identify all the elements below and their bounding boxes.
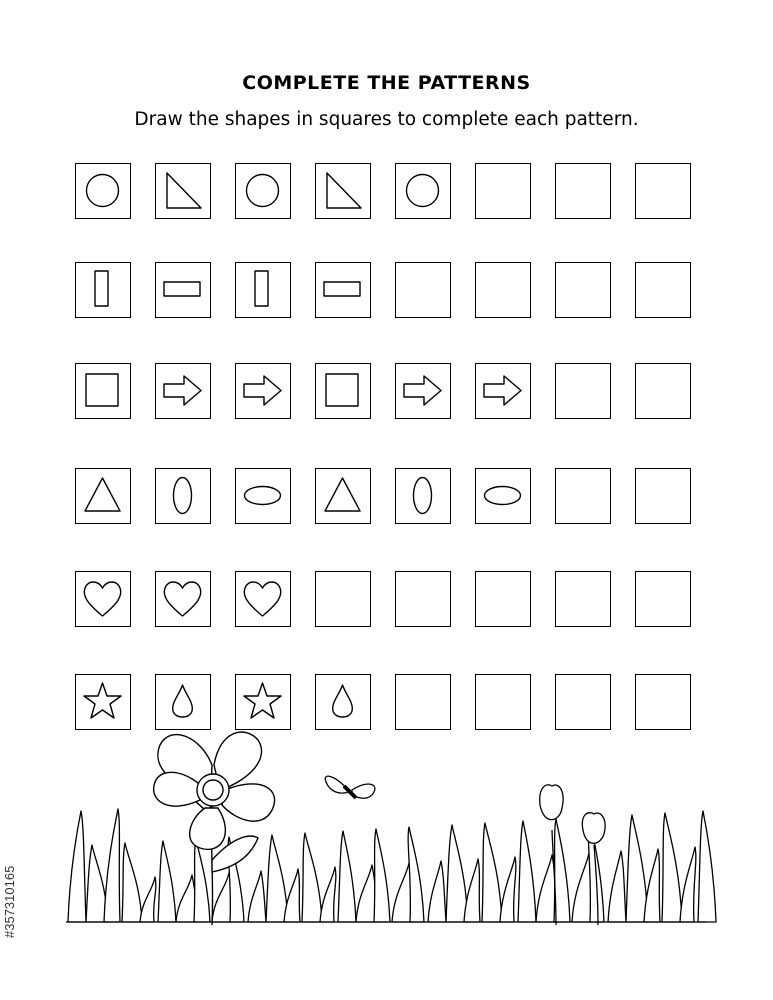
grass-blade: [608, 851, 626, 922]
tulip-illustration: [540, 785, 605, 925]
oval-horizontal-icon: [476, 469, 529, 522]
arrow-right-icon: [476, 364, 529, 417]
rect-horizontal-icon: [316, 263, 369, 316]
arrow-right-icon: [156, 364, 209, 417]
pattern-square: [475, 468, 531, 524]
grass-blade: [518, 821, 536, 922]
empty-answer-square[interactable]: [635, 262, 691, 318]
grass-blades: [66, 809, 716, 922]
grass-blade: [626, 815, 648, 922]
instruction-text: Draw the shapes in squares to complete each pattern.: [134, 109, 639, 130]
grass-blade: [212, 873, 232, 922]
grass-blade: [482, 823, 502, 922]
pattern-square: [235, 262, 291, 318]
pattern-square: [75, 674, 131, 730]
grass-blade: [464, 859, 480, 922]
pattern-square: [155, 163, 211, 219]
butterfly-icon: [325, 776, 375, 798]
grass-blade: [194, 839, 210, 922]
circle-icon: [236, 164, 289, 217]
empty-answer-square[interactable]: [635, 163, 691, 219]
pattern-square: [315, 262, 371, 318]
rect-horizontal-icon: [156, 263, 209, 316]
triangle-icon: [316, 469, 369, 522]
arrow-right-icon: [396, 364, 449, 417]
grass-blade: [266, 835, 288, 922]
empty-answer-square[interactable]: [475, 262, 531, 318]
drop-icon: [156, 675, 209, 728]
star-icon: [236, 675, 289, 728]
grass-blade: [104, 809, 120, 922]
empty-answer-square[interactable]: [635, 674, 691, 730]
empty-answer-square[interactable]: [555, 468, 611, 524]
grass-blade: [428, 861, 446, 922]
grass-blade: [500, 857, 516, 922]
flower-illustration: [154, 732, 275, 925]
grass-blade: [356, 865, 378, 922]
pattern-square: [235, 468, 291, 524]
pattern-square: [155, 468, 211, 524]
pattern-square: [235, 163, 291, 219]
circle-icon: [76, 164, 129, 217]
star-icon: [76, 675, 129, 728]
pattern-square: [315, 163, 371, 219]
grass-blade: [86, 845, 108, 922]
square-icon: [76, 364, 129, 417]
grass-blade: [588, 817, 604, 922]
empty-answer-square[interactable]: [475, 571, 531, 627]
oval-vertical-icon: [156, 469, 209, 522]
pattern-square: [75, 163, 131, 219]
pattern-square: [75, 468, 131, 524]
grass-blade: [284, 869, 300, 922]
empty-answer-square[interactable]: [555, 262, 611, 318]
pattern-square: [395, 363, 451, 419]
grass-blade: [572, 853, 592, 922]
empty-answer-square[interactable]: [315, 571, 371, 627]
square-icon: [316, 364, 369, 417]
empty-answer-square[interactable]: [395, 674, 451, 730]
empty-answer-square[interactable]: [635, 571, 691, 627]
grass-blade: [320, 867, 336, 922]
grass-blade: [554, 819, 570, 922]
grass-blade: [644, 849, 660, 922]
empty-answer-square[interactable]: [555, 163, 611, 219]
grass-blade: [408, 827, 424, 922]
pattern-square: [235, 363, 291, 419]
empty-answer-square[interactable]: [555, 571, 611, 627]
stock-image-id: #357310165: [2, 865, 17, 938]
pattern-square: [395, 468, 451, 524]
grass-blade: [122, 843, 142, 922]
rect-vertical-icon: [236, 263, 289, 316]
grass-blade: [662, 813, 682, 922]
arrow-right-icon: [236, 364, 289, 417]
pattern-square: [155, 262, 211, 318]
pattern-square: [395, 163, 451, 219]
pattern-square: [235, 571, 291, 627]
grass-blade: [228, 837, 244, 922]
pattern-square: [155, 363, 211, 419]
oval-horizontal-icon: [236, 469, 289, 522]
pattern-square: [315, 363, 371, 419]
grass-blade: [338, 831, 356, 922]
empty-answer-square[interactable]: [475, 674, 531, 730]
right-triangle-icon: [316, 164, 369, 217]
oval-vertical-icon: [396, 469, 449, 522]
drop-icon: [316, 675, 369, 728]
grass-blade: [680, 847, 696, 922]
empty-answer-square[interactable]: [475, 163, 531, 219]
grass-blade: [302, 833, 322, 922]
grass-blade: [446, 825, 468, 922]
page-title: COMPLETE THE PATTERNS: [242, 72, 531, 94]
empty-answer-square[interactable]: [395, 262, 451, 318]
circle-icon: [396, 164, 449, 217]
empty-answer-square[interactable]: [555, 674, 611, 730]
pattern-square: [75, 363, 131, 419]
pattern-square: [75, 262, 131, 318]
grass-blade: [176, 875, 198, 922]
pattern-square: [315, 468, 371, 524]
pattern-square: [155, 674, 211, 730]
grass-blade: [158, 841, 176, 922]
heart-icon: [76, 572, 129, 625]
heart-icon: [236, 572, 289, 625]
empty-answer-square[interactable]: [555, 363, 611, 419]
grass-blade: [68, 811, 86, 922]
grass-blade: [248, 871, 266, 922]
grass-blade: [392, 863, 412, 922]
rect-vertical-icon: [76, 263, 129, 316]
pattern-square: [155, 571, 211, 627]
pattern-square: [235, 674, 291, 730]
empty-answer-square[interactable]: [635, 363, 691, 419]
pattern-square: [315, 674, 371, 730]
pattern-square: [475, 363, 531, 419]
grass-blade: [698, 811, 716, 922]
grass-blade: [536, 855, 558, 922]
right-triangle-icon: [156, 164, 209, 217]
triangle-icon: [76, 469, 129, 522]
grass-blade: [374, 829, 390, 922]
pattern-square: [75, 571, 131, 627]
heart-icon: [156, 572, 209, 625]
grass-blade: [140, 877, 156, 922]
empty-answer-square[interactable]: [635, 468, 691, 524]
empty-answer-square[interactable]: [395, 571, 451, 627]
